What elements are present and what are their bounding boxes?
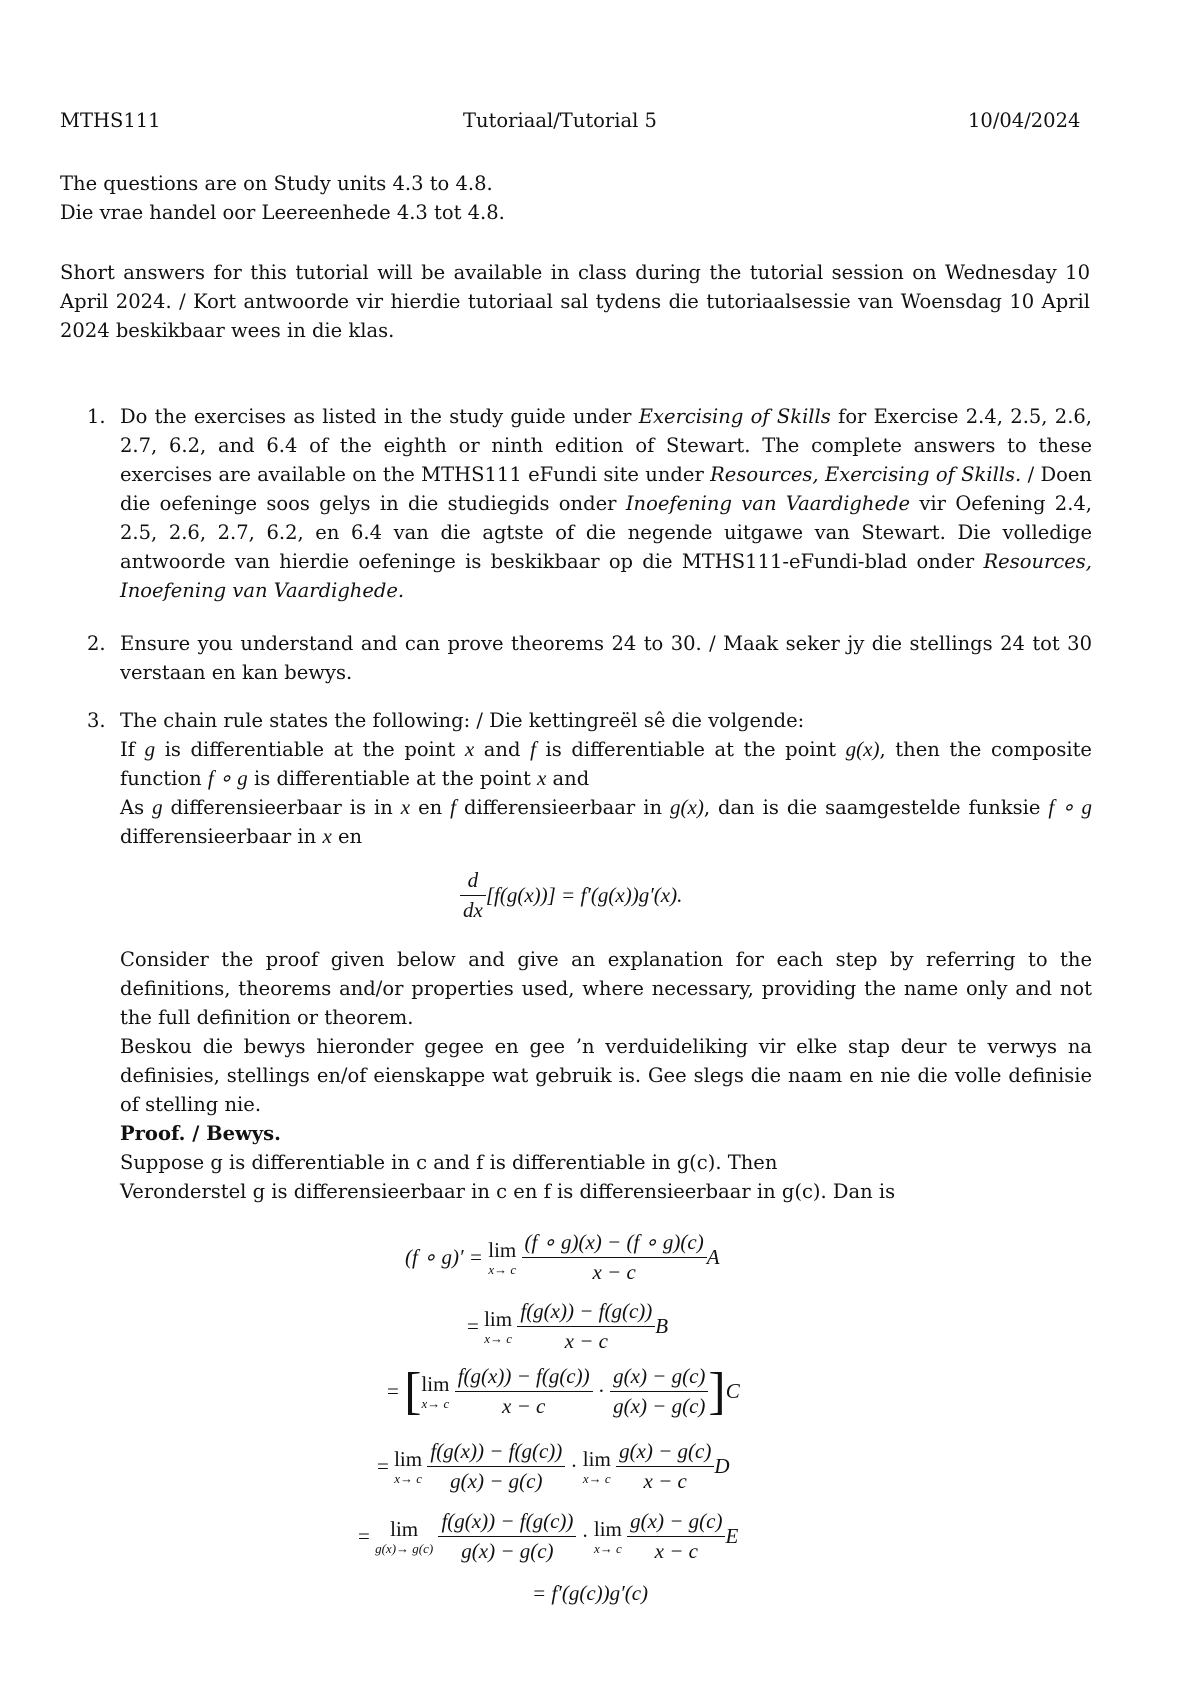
suppose-af: Veronderstel g is differensieerbaar in c en f is differensieerbaar in g(c). Dan is <box>120 1180 896 1203</box>
proof-final-line: = f′(g(c))g′(c) <box>532 1581 649 1605</box>
step-tag-a: A <box>706 1245 720 1269</box>
question-2-number: 2. <box>87 632 106 655</box>
question-3-intro: The chain rule states the following: / Die kettingreël sê die volgende: <box>120 709 805 732</box>
chain-rule-rhs: [f(g(x))] = f′(g(x))g′(x). <box>485 883 683 907</box>
step-tag-e: E <box>725 1524 739 1548</box>
intro-line-en: The questions are on Study units 4.3 to 4.8. <box>60 172 493 195</box>
chain-rule-formula <box>460 868 682 923</box>
step-tag-c: C <box>725 1379 740 1403</box>
proof-heading: Proof. / Bewys. <box>120 1122 281 1145</box>
proof-line-a: (f ∘ g)′ = lim x→ c $\frac{(f \circ g)(x) - (f \circ g)(c)}{x - c}$ A <box>405 1230 720 1284</box>
short-answers-paragraph: Short answers for this tutorial will be available in class during the tutorial session on Wednesday 10 April 2024. / Kort antwoorde vir hierdie tutoriaal sal tydens die tutoriaalsessie van Woensdag 10 April 2024 beskikbaar wees in die klas. <box>60 261 1090 342</box>
proof-line-b: = lim x→ c $\frac{f(g(x)) - f(g(c))}{x - c}$ B <box>467 1299 669 1353</box>
document-date: 10/04/2024 <box>968 109 1081 132</box>
course-code: MTHS111 <box>60 109 161 132</box>
consider-proof-en: Consider the proof given below and give an explanation for each step by referring to the definitions, theorems and/or properties used, where necessary, providing the name only and not the full definition or theorem. <box>120 948 1092 1029</box>
suppose-en: Suppose g is differentiable in c and f is differentiable in g(c). Then <box>120 1151 778 1174</box>
document-title: Tutoriaal/Tutorial 5 <box>463 109 657 132</box>
intro-line-af: Die vrae handel oor Leereenhede 4.3 tot 4.8. <box>60 201 505 224</box>
proof-line-e: = lim g(x)→ g(c) $\frac{f(g(x)) - f(g(c))}{g(x) - g(c)}$ · lim x→ c $\frac{g(x) - g(c)}{x - c}$ E <box>358 1509 739 1563</box>
step-tag-d: D <box>714 1454 730 1478</box>
proof-line-c: = [ lim x→ c $\frac{f(g(x)) - f(g(c))}{x - c}$ · $\frac{g(x) - g(c)}{g(x) - g(c)}$ ]C <box>387 1363 740 1420</box>
derivative-operator: $\frac{d}{dx}$ <box>460 868 486 923</box>
question-2-text: Ensure you understand and can prove theorems 24 to 30. / Maak seker jy die stellings 24 tot 30 verstaan en kan bewys. <box>120 632 1092 684</box>
step-tag-b: B <box>655 1314 669 1338</box>
question-1-text: Do the exercises as listed in the study guide under Exercising of Skills for Exercise 2.4, 2.5, 2.6, 2.7, 6.2, and 6.4 of the eighth or ninth edition of Stewart. The complete answers to these exercises are available on the MTHS111 eFundi site under Resources, Exercising of Skills. / Doen die oefeninge soos gelys in die studiegids onder Inoefening van Vaardighede vir Oefening 2.4, 2.5, 2.6, 2.7, 6.2, en 6.4 van die agtste of die negende uitgawe van Stewart. Die volledige antwoorde van hierdie oefeninge is beskikbaar op die MTHS111-eFundi-blad onder Resources, Inoefening van Vaardighede. <box>120 405 1093 602</box>
question-3-number: 3. <box>87 709 106 732</box>
consider-proof-af: Beskou die bewys hieronder gegee en gee ’n verduideliking vir elke stap deur te verwys na definisies, stellings en/of eienskappe wat gebruik is. Gee slegs die naam en nie die volle definisie of stelling nie. <box>120 1035 1092 1116</box>
proof-line-d: = lim x→ c $\frac{f(g(x)) - f(g(c))}{g(x) - g(c)}$ · lim x→ c $\frac{g(x) - g(c)}{x - c}$ D <box>377 1439 730 1493</box>
question-1-number: 1. <box>87 405 106 428</box>
chain-rule-statement-en: If g is differentiable at the point x and f is differentiable at the point g(x), then the composite function f ∘ g is differentiable at the point x and <box>120 737 1092 790</box>
chain-rule-statement-af: As g differensieerbaar is in x en f differensieerbaar in g(x), dan is die saamgestelde funksie f ∘ g differensieerbaar in x en <box>120 795 1092 848</box>
